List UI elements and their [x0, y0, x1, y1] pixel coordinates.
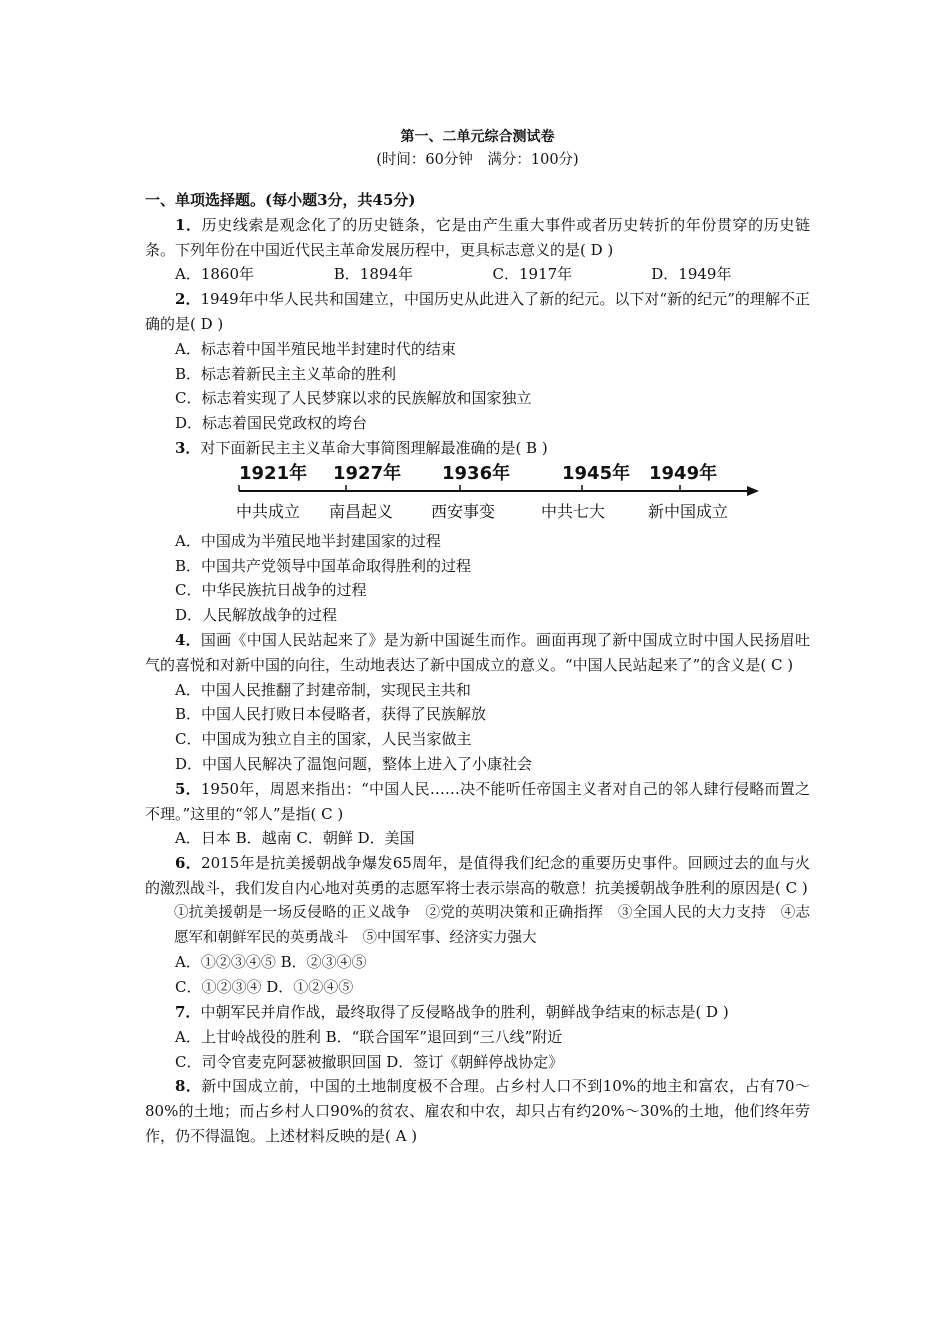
- page-subtitle: (时间：60分钟 满分：100分): [376, 152, 579, 168]
- question-1: [145, 213, 810, 263]
- timeline-diagram: [145, 463, 810, 529]
- option-d: D．1949年: [651, 265, 732, 284]
- question-text: 1950年，周恩来指出：“中国人民……决不能听任帝国主义者对自己的邻人肆行侵略而置之不理。”这里的“邻人”是指( C ): [145, 779, 810, 823]
- option-d: D．标志着国民党政权的垮台: [175, 414, 368, 433]
- options-line: C．司令官麦克阿瑟被撤职回国 D．签订《朝鲜停战协定》: [175, 1052, 564, 1071]
- option-b: B．1894年: [333, 265, 413, 284]
- question-text: 对下面新民主主义革命大事简图理解最准确的是( B ): [200, 438, 548, 457]
- question-number: 3．: [175, 438, 201, 457]
- timeline-year: 1936年: [442, 462, 511, 484]
- timeline-event: 新中国成立: [648, 501, 729, 521]
- question-7: [145, 1000, 810, 1025]
- timeline-year: 1921年: [239, 462, 308, 484]
- question-6-statements: ①抗美援朝是一场反侵略的正义战争 ②党的英明决策和正确指挥 ③全国人民的大力支持 ④志愿军和朝鲜军民的英勇战斗 ⑤中国军事、经济实力强大: [174, 904, 810, 946]
- options-line: A．①②③④⑤ B．②③④⑤: [175, 953, 367, 972]
- option-a: A．中国成为半殖民地半封建国家的过程: [175, 531, 441, 550]
- question-4: [145, 628, 810, 678]
- timeline-event: 西安事变: [431, 501, 496, 521]
- option-a: A．标志着中国半殖民地半封建时代的结束: [175, 339, 456, 358]
- question-8: [145, 1074, 810, 1148]
- question-5: [145, 777, 810, 827]
- exam-page: [145, 120, 810, 1149]
- options-line: A．上甘岭战役的胜利 B．“联合国军”退回到“三八线”附近: [175, 1027, 563, 1046]
- option-a: A．中国人民推翻了封建帝制，实现民主共和: [175, 680, 471, 699]
- question-1-options: [145, 262, 810, 287]
- option-d: D．人民解放战争的过程: [175, 606, 338, 625]
- question-text: 历史线索是观念化了的历史链条，它是由产生重大事件或者历史转折的年份贯穿的历史链条。下列年份在中国近代民主革命发展历程中，更具标志意义的是( D ): [145, 215, 810, 259]
- question-text: 1949年中华人民共和国建立，中国历史从此进入了新的纪元。以下对“新的纪元”的理解不正确的是( D ): [145, 290, 811, 333]
- option-c: C．中国成为独立自主的国家，人民当家做主: [175, 730, 472, 749]
- option-c: C．中华民族抗日战争的过程: [175, 581, 367, 600]
- option-c: C．1917年: [492, 265, 573, 284]
- question-text: 中朝军民并肩作战，最终取得了反侵略战争的胜利，朝鲜战争结束的标志是( D ): [200, 1002, 729, 1021]
- question-number: 5．: [175, 779, 201, 798]
- question-number: 7．: [175, 1002, 201, 1021]
- timeline-year: 1927年: [333, 462, 402, 484]
- question-number: 2．: [175, 290, 201, 309]
- question-number: 4．: [175, 630, 201, 649]
- page-title: 第一、二单元综合测试卷: [400, 129, 555, 145]
- timeline-year: 1945年: [562, 462, 631, 484]
- timeline-year: 1949年: [649, 462, 718, 484]
- option-b: B．中国共产党领导中国革命取得胜利的过程: [175, 556, 472, 575]
- options-line: A．日本 B．越南 C．朝鲜 D．美国: [175, 829, 415, 848]
- option-b: B．标志着新民主主义革命的胜利: [175, 364, 397, 383]
- option-a: A．1860年: [175, 265, 255, 284]
- question-6: [145, 851, 810, 901]
- timeline-arrow: [747, 486, 759, 496]
- section-heading: 一、单项选择题。(每小题3分，共45分): [145, 191, 416, 209]
- question-number: 8．: [175, 1077, 202, 1096]
- question-2: [145, 287, 810, 337]
- question-text: 国画《中国人民站起来了》是为新中国诞生而作。画面再现了新中国成立时中国人民扬眉吐气的喜悦和对新中国的向往，生动地表达了新中国成立的意义。“中国人民站起来了”的含义是( C ): [145, 630, 810, 674]
- timeline-event: 南昌起义: [329, 501, 394, 521]
- question-text: 新中国成立前，中国的土地制度极不合理。占乡村人口不到10%的地主和富农，占有70～80%的土地；而占乡村人口90%的贫农、雇农和中农，却只占有约20%～30%的土地，他们终年劳作，仍不得温饱。上述材料反映的是( A ): [145, 1077, 811, 1145]
- timeline-event: 中共成立: [236, 501, 301, 521]
- option-b: B．中国人民打败日本侵略者，获得了民族解放: [175, 705, 487, 724]
- options-line: C．①②③④ D．①②④⑤: [175, 978, 354, 997]
- question-number: 1．: [175, 215, 202, 234]
- timeline-event: 中共七大: [541, 501, 606, 521]
- question-number: 6．: [175, 854, 202, 873]
- question-text: 2015年是抗美援朝战争爆发65周年，是值得我们纪念的重要历史事件。回顾过去的血与火的激烈战斗，我们发自内心地对英勇的志愿军将士表示崇高的敬意！抗美援朝战争胜利的原因是( C ): [145, 854, 811, 897]
- option-d: D．中国人民解决了温饱问题，整体上进入了小康社会: [175, 754, 533, 773]
- question-3: [145, 436, 810, 461]
- option-c: C．标志着实现了人民梦寐以求的民族解放和国家独立: [175, 389, 532, 408]
